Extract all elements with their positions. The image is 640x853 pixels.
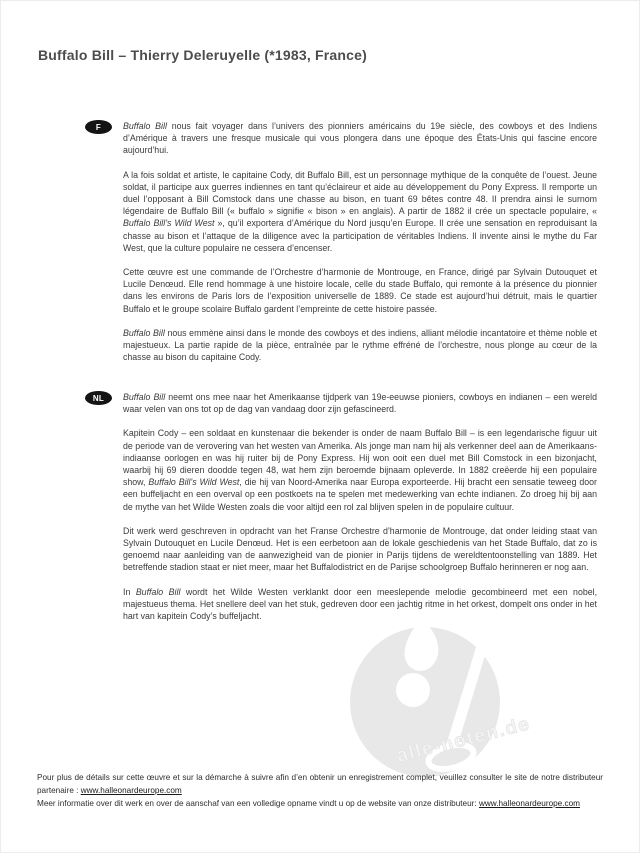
footer-link-dutch[interactable]: www.halleonardeurope.com	[478, 799, 580, 808]
paragraph: Cette œuvre est une commande de l’Orchestre d’harmonie de Montrouge, en France, dirigé par Sylvain Dutouquet et Lucile Denœud. Elle rend hommage à une histoire locale, celle du stade Buffalo, qui remonte à la présence du pionnier dans les environs de Paris lors de l’exposition universelle de 1889. Ce stade est aujourd’hui détruit, mais le quartier Buffalo et le groupe scolaire Buffalo gardent l’empreinte de cette histoire passée.	[123, 267, 597, 314]
watermark-label: alle-noten.de	[394, 713, 533, 767]
dutch-paragraphs	[123, 391, 597, 634]
page-title: Buffalo Bill – Thierry Deleruyelle (*1983, France)	[38, 47, 368, 63]
paragraph: In Buffalo Bill wordt het Wilde Westen verklankt door een meeslepende melodie gecombineerd met een nobel, majestueus thema. Het snellere deel van het stuk, gedreven door een jachtig ritme in het orkest, dompelt ons onder in het hart van kapitein Cody’s buffeljacht.	[123, 586, 598, 622]
section-french	[85, 120, 600, 375]
paragraph: Kapitein Cody – een soldaat en kunstenaar die bekender is onder de naam Buffalo Bill – is een legendarische figuur uit de periode van de verovering van het westen van Amerika. Als jonge man nam hij als verkenner deel aan de Amerikaans-indiaanse oorlogen en was hij ruiter bij de Pony Express. Hij won ooit een duel met Bill Comstock in een bizonjacht, waarbij hij 69 dieren doodde tegen 48, wat hem zijn beroemde bijnaam opleverde. In 1882 creëerde hij een populaire show, Buffalo Bill’s Wild West, die hij van Noord-Amerika naar Europa exporteerde. Hij bracht een sensatie teweeg door een buffeljacht en een overval op een postkoets na te spelen met medewerking van echte indianen. Zo droeg hij bij aan de mythe van het Wilde Westen zoals die voor altijd een rol zal blijven spelen in de populaire cultuur.	[123, 428, 597, 512]
footer-note-french	[37, 771, 603, 797]
footer	[37, 771, 603, 810]
footer-note-dutch	[37, 797, 603, 810]
language-badge-french: F	[85, 120, 112, 134]
paragraph: A la fois soldat et artiste, le capitaine Cody, dit Buffalo Bill, est un personnage mythique de la conquête de l’ouest. Jeune soldat, il participe aux guerres indiennes en tant qu’éclaireur et aide au développement du Pony Express. Il remporte un duel l’opposant à Bill Comstock dans une chasse au bison, en tuant 69 bêtes contre 48. Il prendra ainsi le surnom légendaire de Buffalo Bill (« buffalo » signifie « bison » en anglais). A partir de 1882 il crée un spectacle populaire, « Buffalo Bill’s Wild West », qu’il exportera d’Amérique du Nord jusqu’en Europe. Il crée une sensation en reproduisant la chasse au bison et l’attaque de la diligence avec la participation de véritables Indiens. Il invente ainsi le mythe du Far West, que la culture populaire ne cessera d’encenser.	[123, 169, 597, 253]
paragraph: Buffalo Bill neemt ons mee naar het Amerikaanse tijdperk van 19e-eeuwse pioniers, cowboys en indianen – een wereld waar velen van ons tot op de dag van vandaag door zijn gefascineerd.	[123, 392, 598, 415]
paragraph: Buffalo Bill nous emmène ainsi dans le monde des cowboys et des indiens, alliant mélodie incantatoire et thème noble et majestueux. La partie rapide de la pièce, entraînée par le rythme effréné de l’orchestre, nous plonge au cœur de la chasse au bison du capitaine Cody.	[123, 327, 598, 363]
french-paragraphs	[123, 120, 597, 375]
footer-link-french[interactable]: www.halleonardeurope.com	[80, 786, 182, 795]
footer-text-french: Pour plus de détails sur cette œuvre et sur la démarche à suivre afin d’en obtenir un enregistrement complet, veuillez consulter le site de notre distributeur partenaire :	[37, 773, 603, 795]
section-dutch	[85, 391, 600, 634]
paragraph: Buffalo Bill nous fait voyager dans l’univers des pionniers américains du 19e siècle, des cowboys et des Indiens d’Amérique à travers une fresque musicale qui vous plongera dans une époque des États-Unis qui fascine encore aujourd’hui.	[123, 121, 597, 156]
footer-text-dutch: Meer informatie over dit werk en over de aanschaf van een volledige opname vindt u op de website van onze distributeur:	[37, 799, 479, 808]
paragraph: Dit werk werd geschreven in opdracht van het Franse Orchestre d’harmonie de Montrouge, dat onder leiding staat van Sylvain Dutouquet en Lucile Denœud. Het is een eerbetoon aan de lokale geschiedenis van het Stade Buffalo, dat zo is genoemd naar aanleiding van de aanwezigheid van de pionier in Parijs tijdens de wereldtentoonstelling van 1889. Het betreffende stadion staat er niet meer, maar het Buffalodistrict en de Parijse schoolgroep Buffalo herinneren er nog aan.	[123, 525, 597, 573]
language-badge-dutch: NL	[85, 391, 112, 405]
clef-eye-shape	[396, 673, 430, 707]
